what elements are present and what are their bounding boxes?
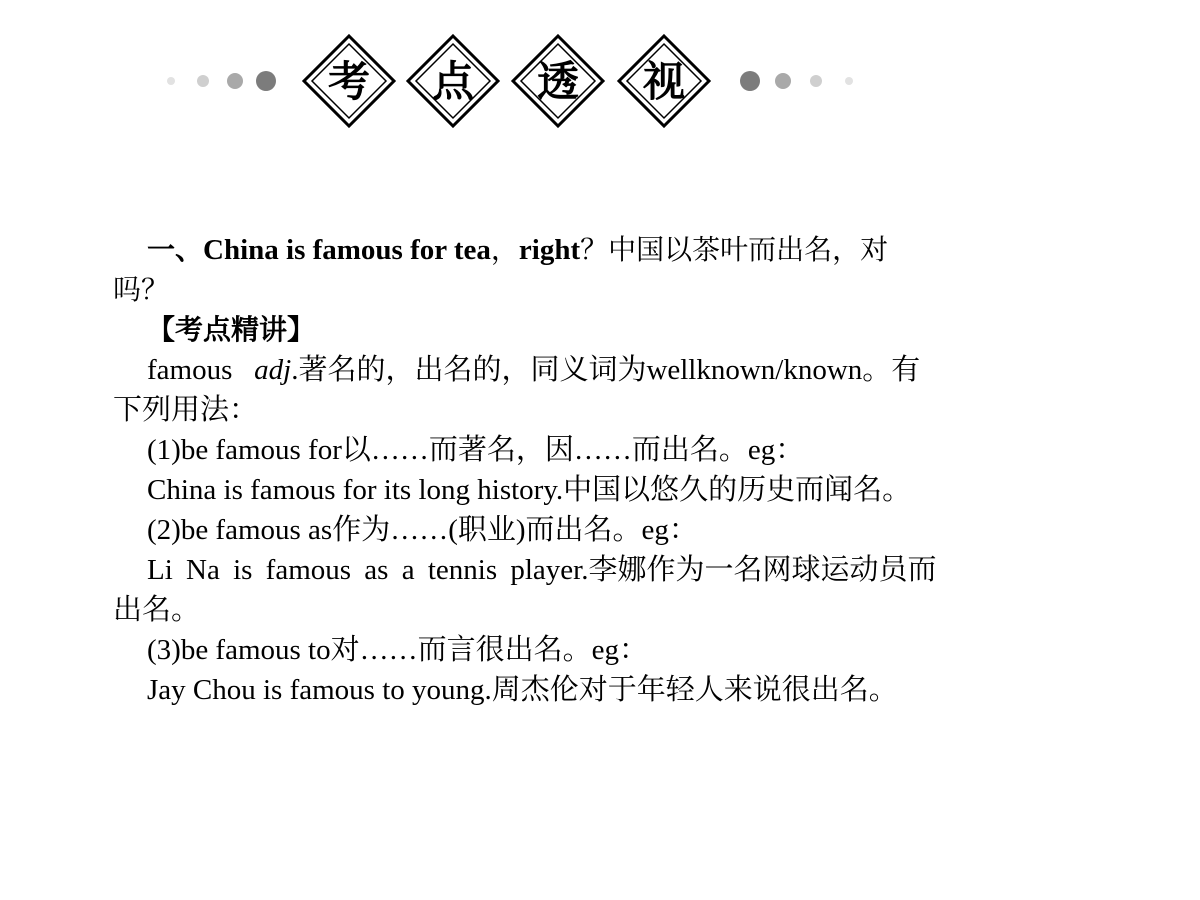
section-heading (113, 230, 1033, 270)
example-3: Jay Chou is famous to young.周杰伦对于年轻人来说很出名。 (147, 674, 898, 706)
title-diamond-2 (408, 36, 498, 126)
lesson-content (113, 230, 1033, 710)
title-char-2: 点 (431, 57, 475, 106)
def-tail: 下列用法： (113, 394, 259, 426)
subheading: 【考点精讲】 (147, 313, 316, 346)
def-text: .著名的，出名的，同义词为wellknown/known。有 (291, 354, 921, 386)
title-char-3: 透 (536, 57, 580, 106)
left-dots (167, 71, 276, 91)
section-question: ？中国以茶叶而出名，对 (580, 233, 889, 266)
title-diamond-1 (304, 36, 394, 126)
right-dots (740, 71, 853, 91)
title-diamond-4 (619, 36, 709, 126)
def-word: famous (147, 354, 233, 386)
header-banner (0, 0, 1200, 170)
def-pos: adj (254, 354, 292, 386)
section-sentence-a: China is famous for tea (203, 234, 491, 266)
section-question-tail: 吗？ (113, 273, 170, 306)
title-diamond-3 (513, 36, 603, 126)
title-char-1: 考 (327, 57, 371, 106)
section-comma: ， (490, 233, 519, 266)
example-1: China is famous for its long history.中国以悠久的历史而闻名。 (147, 474, 912, 506)
usage-1: (1)be famous for以……而著名，因……而出名。eg： (147, 434, 805, 466)
title-char-4: 视 (642, 57, 686, 106)
usage-2: (2)be famous as作为……(职业)而出名。eg： (147, 514, 698, 546)
definition-line (113, 350, 1033, 390)
section-sentence-b: right (518, 234, 581, 266)
usage-3: (3)be famous to对……而言很出名。eg： (147, 634, 648, 666)
section-number: 一、 (147, 233, 204, 266)
example-2: Li Na is famous as a tennis player.李娜作为一名网球运动员而 (147, 554, 937, 586)
example-2-tail: 出名。 (113, 594, 201, 626)
